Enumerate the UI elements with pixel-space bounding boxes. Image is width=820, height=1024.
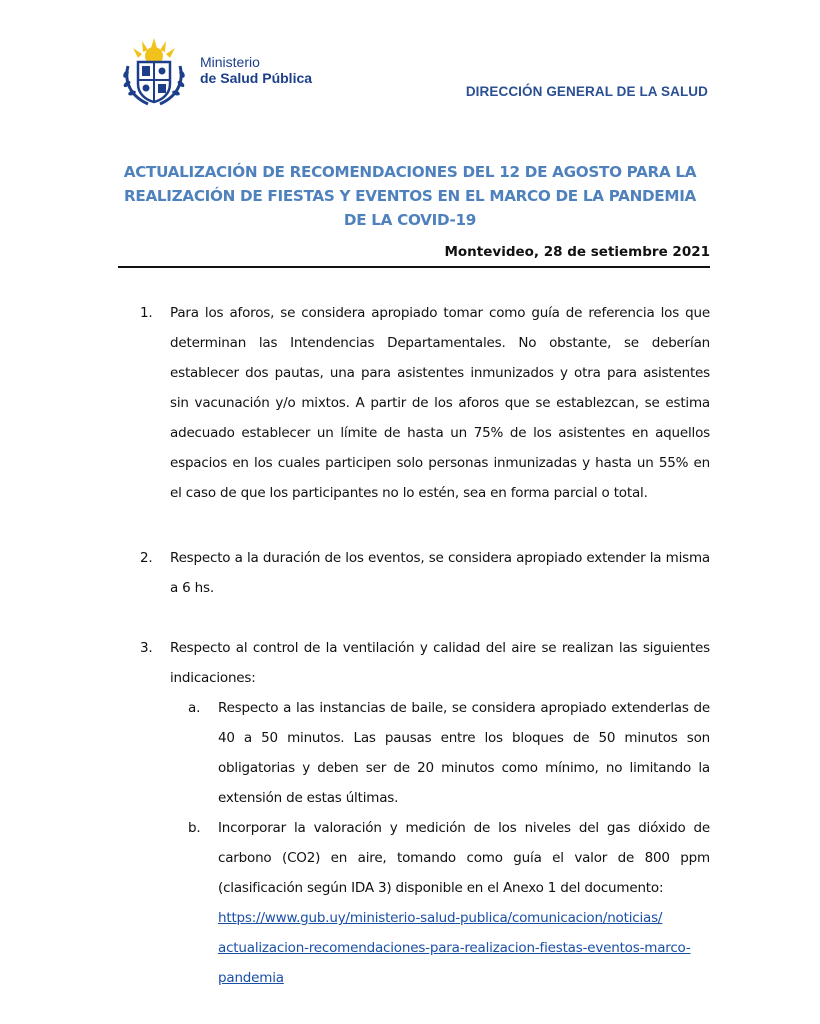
list-item-text: Respecto a la duración de los eventos, se considera apropiado extender la misma a 6 hs. bbox=[170, 550, 710, 596]
list-item-2 bbox=[140, 543, 710, 603]
logo-line-2: de Salud Pública bbox=[200, 70, 313, 86]
department-heading: DIRECCIÓN GENERAL DE LA SALUD bbox=[465, 84, 708, 99]
sub-item-a bbox=[188, 693, 710, 813]
announcement-link-line-1[interactable]: https://www.gub.uy/ministerio-salud-publica/comunicacion/noticias/ bbox=[218, 910, 663, 926]
list-item-number: 2. bbox=[140, 550, 153, 566]
list-item-1 bbox=[140, 298, 710, 508]
logo-line-1: Ministerio bbox=[200, 54, 260, 70]
list-item-text: Respecto al control de la ventilación y calidad del aire se realizan las siguientes indicaciones: bbox=[170, 640, 710, 686]
list-item-number: 1. bbox=[140, 305, 153, 321]
sub-item-letter: a. bbox=[188, 700, 201, 716]
list-item-number: 3. bbox=[140, 640, 153, 656]
announcement-link-line-3[interactable]: pandemia bbox=[218, 970, 284, 986]
ministry-logo bbox=[114, 36, 194, 110]
coat-of-arms-icon bbox=[114, 36, 194, 110]
dateline: Montevideo, 28 de setiembre 2021 bbox=[444, 244, 710, 260]
list-item-text: Para los aforos, se considera apropiado tomar como guía de referencia los que determinan las Intendencias Departamentales. No obstante, se deberían establecer dos pautas, una para asistentes inmunizados y otra para asistentes sin vacunación y/o mixtos. A partir de los aforos que se establezcan, se estima adecuado establecer un límite de hasta un 75% de los asistentes en aquellos espacios en los cuales participen solo personas inmunizadas y hasta un 55% en el caso de que los participantes no lo estén, sea en forma parcial o total. bbox=[170, 305, 710, 501]
ministry-name bbox=[200, 54, 312, 86]
sub-item-text bbox=[218, 813, 710, 993]
list-item-3 bbox=[140, 633, 710, 993]
sub-item-text: Respecto a las instancias de baile, se considera apropiado extenderlas de 40 a 50 minutos. Las pausas entre los bloques de 50 minutos son obligatorias y deben ser de 20 minutos como mínimo, no limitando la extensión de estas últimas. bbox=[218, 700, 710, 806]
sub-item-b bbox=[188, 813, 710, 993]
document-title: ACTUALIZACIÓN DE RECOMENDACIONES DEL 12 DE AGOSTO PARA LA REALIZACIÓN DE FIESTAS Y EVENTOS EN EL MARCO DE LA PANDEMIA DE LA COVID-19 bbox=[123, 163, 697, 229]
sub-item-letter: b. bbox=[188, 820, 201, 836]
announcement-link-line-2[interactable]: actualizacion-recomendaciones-para-realizacion-fiestas-eventos-marco- bbox=[218, 940, 691, 956]
sub-item-text-content: Incorporar la valoración y medición de los niveles del gas dióxido de carbono (CO2) en aire, tomando como guía el valor de 800 ppm (clasificación según IDA 3) disponible en el Anexo 1 del documento: bbox=[218, 820, 710, 896]
header-rule bbox=[118, 266, 710, 268]
